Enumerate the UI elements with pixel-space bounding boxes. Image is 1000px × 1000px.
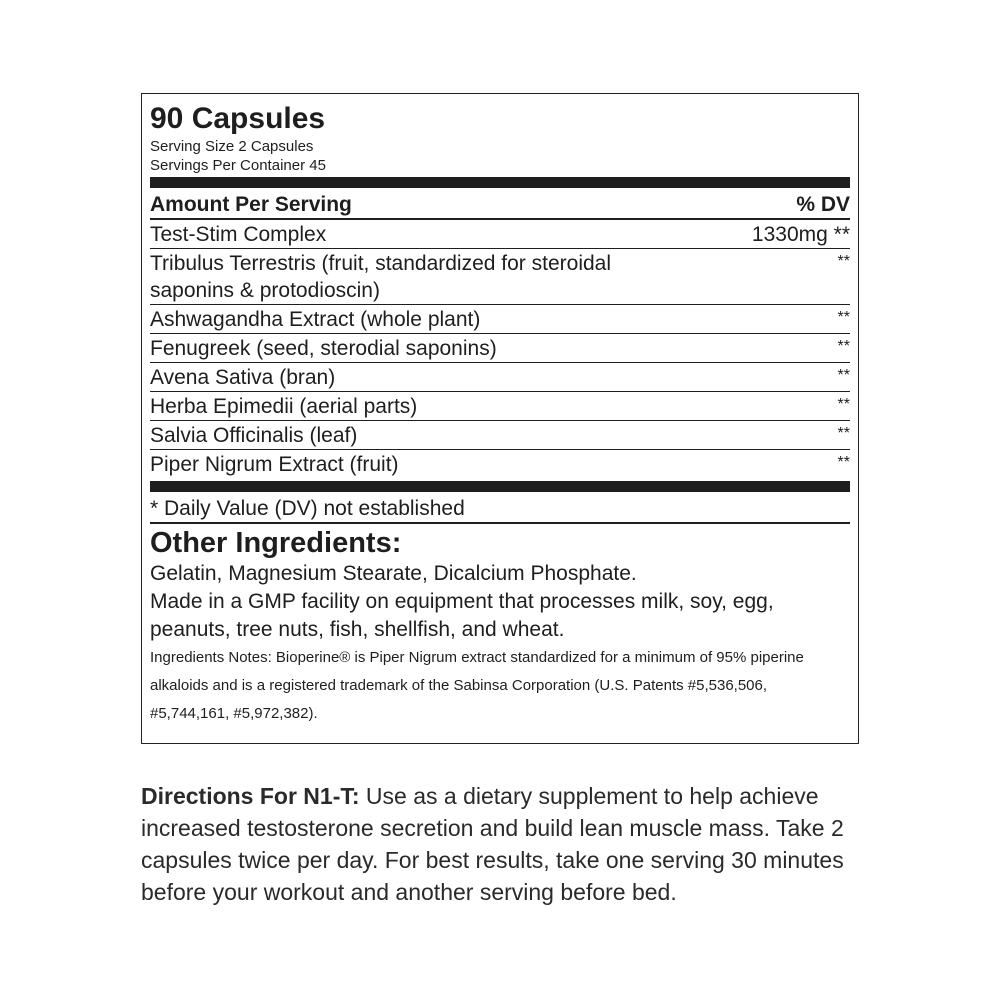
ingredient-amount: 1330mg ** [751,223,850,246]
ingredient-name: Piper Nigrum Extract (fruit) [150,453,399,476]
ingredients-notes: Ingredients Notes: Bioperine® is Piper Nigrum extract standardized for a minimum of 95% piperine alkaloids and is a registered trademark of the Sabinsa Corporation (U.S. Patents #5,536,506, #5,744,161, #5,972,382). [150,649,804,722]
daily-value-note: * Daily Value (DV) not established [150,492,850,524]
table-row [150,392,850,421]
ingredient-amount: ** [837,454,850,471]
ingredient-name: Test-Stim Complex [150,223,327,246]
other-ingredients-list: Gelatin, Magnesium Stearate, Dicalcium Phosphate. [150,562,637,585]
directions-heading: Directions For N1-T: [141,783,360,809]
table-row [150,363,850,392]
ingredient-name: Ashwagandha Extract (whole plant) [150,308,481,331]
dv-header: % DV [796,193,850,216]
ingredient-amount: ** [837,396,850,413]
ingredient-amount: ** [837,367,850,384]
serving-size: Serving Size 2 Capsules [150,138,314,155]
supplement-facts-label [141,93,859,744]
ingredient-name: Tribulus Terrestris (fruit, standardized for steroidal saponins & protodioscin) [150,252,612,302]
thick-divider-top [150,177,850,188]
table-row [150,305,850,334]
ingredient-amount: ** [837,338,850,355]
allergen-statement: Made in a GMP facility on equipment that processes milk, soy, egg, peanuts, tree nuts, fish, shellfish, and wheat. [150,590,774,641]
ingredient-amount: ** [837,309,850,326]
ingredient-name: Fenugreek (seed, sterodial saponins) [150,337,497,360]
table-row [150,220,850,249]
servings-per-container: Servings Per Container 45 [150,157,326,174]
directions-paragraph [141,780,871,908]
ingredient-amount: ** [837,253,850,270]
table-row [150,450,850,478]
table-header-row [150,190,850,220]
other-ingredients-title: Other Ingredients: [150,527,402,559]
ingredient-name: Herba Epimedii (aerial parts) [150,395,418,418]
table-row [150,421,850,450]
capsule-count: 90 Capsules [150,102,326,135]
directions-text: Use as a dietary supplement to help achieve increased testosterone secretion and build lean muscle mass. Take 2 capsules twice per day. For best results, take one serving 30 minutes before your workout and another serving before bed. [141,783,844,905]
ingredient-name: Salvia Officinalis (leaf) [150,424,358,447]
ingredient-amount: ** [837,425,850,442]
thick-divider-bottom [150,481,850,492]
table-row [150,249,850,305]
amount-per-serving-header: Amount Per Serving [150,193,352,216]
table-row [150,334,850,363]
ingredient-name: Avena Sativa (bran) [150,366,336,389]
